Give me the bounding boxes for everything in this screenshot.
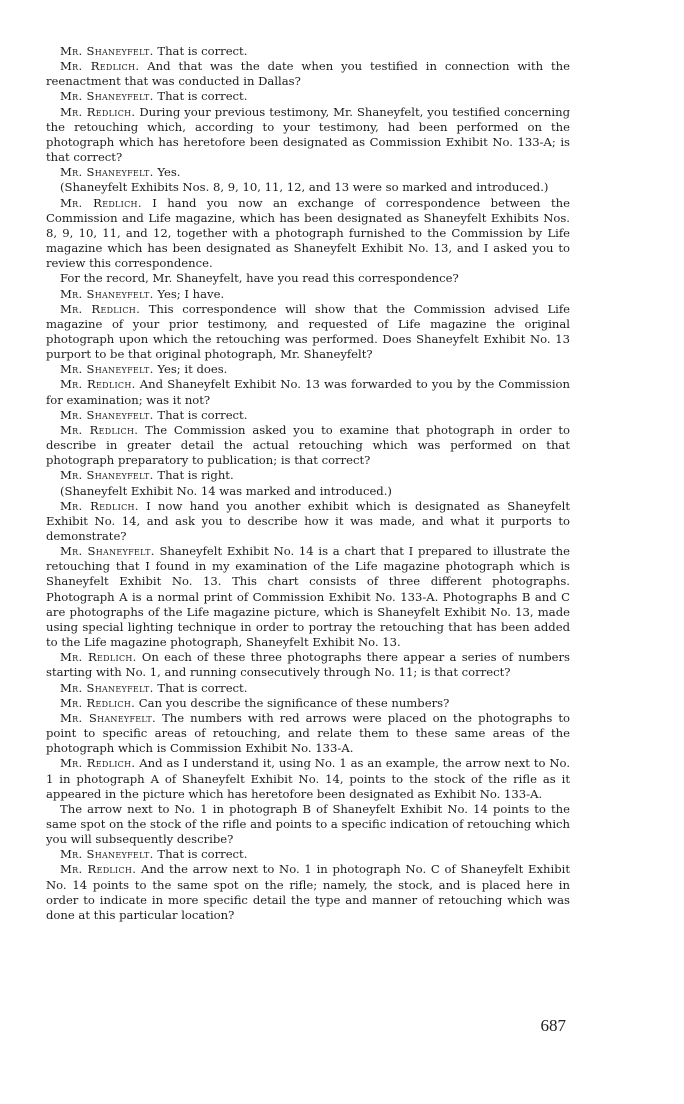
transcript-paragraph bbox=[46, 468, 570, 483]
speaker-name: Mr. Redlich. bbox=[60, 377, 136, 392]
transcript-paragraph bbox=[46, 377, 570, 407]
transcript-paragraph bbox=[46, 271, 570, 286]
transcript-paragraph bbox=[46, 89, 570, 104]
speaker-name: Mr. Redlich. bbox=[60, 498, 139, 513]
paragraph-text: And Shaneyfelt Exhibit No. 13 was forwarded to you by the Commission for examination; was it not? bbox=[46, 377, 571, 407]
speaker-name: Mr. Shaneyfelt. bbox=[60, 544, 155, 559]
speaker-name: Mr. Shaneyfelt. bbox=[60, 362, 154, 377]
transcript-paragraph bbox=[46, 105, 570, 166]
paragraph-text: And the arrow next to No. 1 in photograph No. C of Shaneyfelt Exhibit No. 14 points to the same spot on the rifle; namely, the stock, and is placed here in order to indicate in more specific detail the type and manner of retouching which was done at this particular location? bbox=[46, 862, 570, 922]
page-number: 687 bbox=[540, 1016, 566, 1035]
transcript-body bbox=[46, 44, 570, 923]
speaker-name: Mr. Shaneyfelt. bbox=[60, 286, 154, 301]
paragraph-text: (Shaneyfelt Exhibit No. 14 was marked and introduced.) bbox=[60, 483, 392, 498]
paragraph-text: That is right. bbox=[157, 468, 234, 483]
paragraph-text: That is correct. bbox=[157, 680, 248, 695]
speaker-name: Mr. Shaneyfelt. bbox=[60, 468, 154, 483]
paragraph-text: That is correct. bbox=[157, 847, 248, 862]
transcript-paragraph bbox=[46, 802, 570, 847]
speaker-name: Mr. Redlich. bbox=[60, 650, 137, 665]
transcript-paragraph bbox=[46, 180, 570, 195]
speaker-name: Mr. Redlich. bbox=[60, 104, 136, 119]
paragraph-text: That is correct. bbox=[157, 407, 248, 422]
paragraph-text: That is correct. bbox=[157, 89, 248, 104]
transcript-paragraph bbox=[46, 862, 570, 923]
transcript-paragraph bbox=[46, 196, 570, 272]
speaker-name: Mr. Redlich. bbox=[60, 301, 141, 316]
transcript-paragraph bbox=[46, 165, 570, 180]
speaker-name: Mr. Shaneyfelt. bbox=[60, 89, 154, 104]
transcript-paragraph bbox=[46, 302, 570, 363]
speaker-name: Mr. Shaneyfelt. bbox=[60, 165, 154, 180]
transcript-paragraph bbox=[46, 711, 570, 756]
transcript-paragraph bbox=[46, 423, 570, 468]
paragraph-text: And that was the date when you testified in connection with the reenactment that was conducted in Dallas? bbox=[46, 59, 571, 89]
paragraph-text: The Commission asked you to examine that photograph in order to describe in greater detail the actual retouching which was performed on that photograph preparatory to publication; is that correct? bbox=[46, 422, 571, 468]
transcript-paragraph bbox=[46, 696, 570, 711]
transcript-paragraph bbox=[46, 681, 570, 696]
paragraph-text: This correspondence will show that the Commission advised Life magazine of your prior testimony, and requested of Life magazine the original photograph upon which the retouching was performed. Does Shaneyfelt Exhibit No. 13 purport to be that original photograph, Mr. Shaneyfelt? bbox=[46, 301, 571, 362]
speaker-name: Mr. Redlich. bbox=[60, 756, 136, 771]
speaker-name: Mr. Shaneyfelt. bbox=[60, 847, 154, 862]
paragraph-text: And as I understand it, using No. 1 as an example, the arrow next to No. 1 in photograph A of Shaneyfelt Exhibit No. 14, points to the stock of the rifle as it appeared in the picture which has heretofore been designated as Exhibit No. 133-A. bbox=[46, 756, 571, 801]
paragraph-text: Yes; it does. bbox=[157, 362, 228, 377]
transcript-paragraph bbox=[46, 499, 570, 544]
speaker-name: Mr. Redlich. bbox=[60, 59, 140, 74]
paragraph-text: The arrow next to No. 1 in photograph B of Shaneyfelt Exhibit No. 14 points to the same spot on the stock of the rifle and points to a specific indication of retouching which you will subsequently describe? bbox=[46, 801, 570, 847]
transcript-paragraph bbox=[46, 650, 570, 680]
transcript-paragraph bbox=[46, 59, 570, 89]
speaker-name: Mr. Shaneyfelt. bbox=[60, 44, 154, 58]
speaker-name: Mr. Shaneyfelt. bbox=[60, 407, 154, 422]
transcript-paragraph bbox=[46, 847, 570, 862]
speaker-name: Mr. Redlich. bbox=[60, 195, 142, 210]
speaker-name: Mr. Shaneyfelt. bbox=[60, 710, 157, 725]
speaker-name: Mr. Redlich. bbox=[60, 695, 136, 710]
paragraph-text: For the record, Mr. Shaneyfelt, have you read this correspondence? bbox=[60, 271, 459, 286]
transcript-paragraph bbox=[46, 756, 570, 801]
paragraph-text: Yes; I have. bbox=[157, 286, 225, 301]
paragraph-text: During your previous testimony, Mr. Shaneyfelt, you testified concerning the retouching which, according to your testimony, had been performed on the photograph which has heretofore been designated as Commission Exhibit No. 133-A; is that correct? bbox=[46, 104, 571, 165]
paragraph-text: (Shaneyfelt Exhibits Nos. 8, 9, 10, 11, 12, and 13 were so marked and introduced.) bbox=[60, 180, 549, 195]
transcript-paragraph bbox=[46, 484, 570, 499]
paragraph-text: Shaneyfelt Exhibit No. 14 is a chart that I prepared to illustrate the retouching that I found in my examination of the Life magazine photograph which is Shaneyfelt Exhibit No. 13. This chart consists of three different photographs. Photograph A is a normal print of Commission Exhibit No. 133-A. Photographs B and C are photographs of the Life magazine picture, which is Shaneyfelt Exhibit No. 13, made using special lighting technique in order to portray the retouching that has been added to the Life magazine photograph, Shaneyfelt Exhibit No. 13. bbox=[46, 544, 570, 650]
transcript-paragraph bbox=[46, 287, 570, 302]
paragraph-text: Can you describe the significance of these numbers? bbox=[138, 695, 450, 710]
transcript-paragraph bbox=[46, 544, 570, 650]
transcript-paragraph bbox=[46, 408, 570, 423]
transcript-paragraph bbox=[46, 362, 570, 377]
paragraph-text: I hand you now an exchange of correspondence between the Commission and Life magazine, which has been designated as Shaneyfelt Exhibits Nos. 8, 9, 10, 11, and 12, together with a photograph furnished to the Commission by Life magazine which has been designated as Shaneyfelt Exhibit No. 13, and I asked you to review this correspondence. bbox=[46, 195, 571, 271]
paragraph-text: The numbers with red arrows were placed on the photographs to point to specific areas of retouching, and relate them to these same areas of the photograph which is Commission Exhibit No. 133-A. bbox=[46, 710, 570, 756]
speaker-name: Mr. Redlich. bbox=[60, 422, 139, 437]
paragraph-text: I now hand you another exhibit which is designated as Shaneyfelt Exhibit No. 14, and ask you to describe how it was made, and what it purports to demonstrate? bbox=[46, 498, 570, 543]
paragraph-text: On each of these three photographs there appear a series of numbers starting with No. 1, and running consecutively through No. 11; is that correct? bbox=[46, 650, 570, 680]
speaker-name: Mr. Redlich. bbox=[60, 862, 137, 877]
paragraph-text: Yes. bbox=[157, 165, 181, 180]
transcript-paragraph bbox=[46, 44, 570, 59]
paragraph-text: That is correct. bbox=[157, 44, 248, 58]
speaker-name: Mr. Shaneyfelt. bbox=[60, 680, 154, 695]
